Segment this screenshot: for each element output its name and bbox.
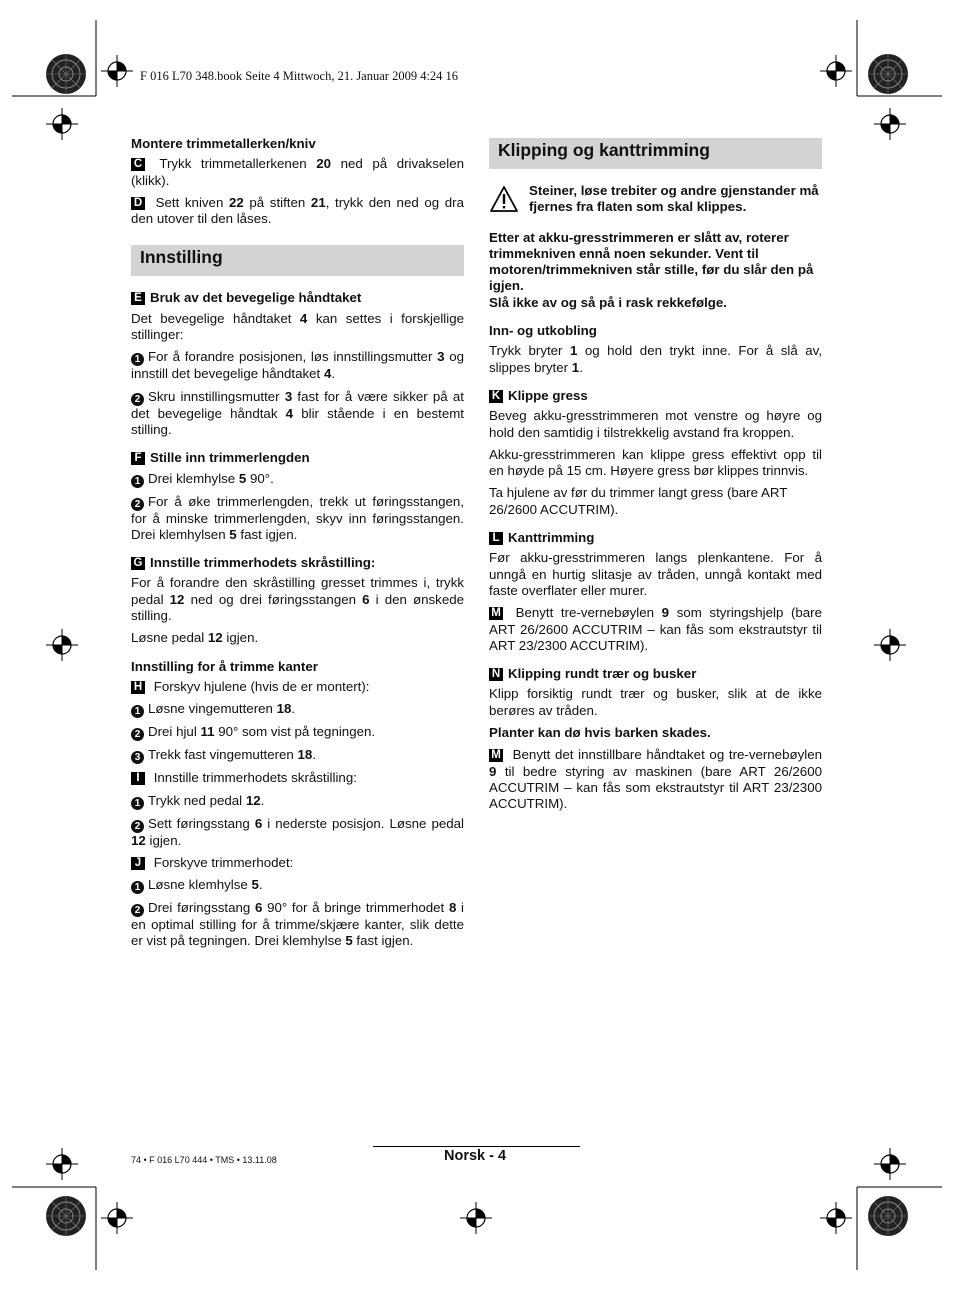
warning-block (489, 183, 822, 222)
para-e3: 2 Skru innstillingsmutter 3 fast for å være sikker på at det bevegelige håndtak 4 blir stående i en bestemt stilling. (131, 388, 464, 437)
step-number-icon: 1 (131, 705, 144, 718)
para-inn: Trykk bryter 1 og hold den trykt inne. For å slå av, slippes bryter 1. (489, 343, 822, 375)
heading-f: F Stille inn trimmerlengden (131, 450, 464, 466)
figure-tag: E (131, 292, 145, 305)
figure-tag: L (489, 532, 503, 545)
section-klipping: Klipping og kanttrimming (489, 138, 822, 169)
para-m2: M Benytt det innstillbare håndtaket og tre-vernebøylen 9 til bedre styring av maskinen (bare ART 26/2600 ACCUTRIM – kan fås som ekstrautstyr til ART 23/2300 ACCUTRIM). (489, 747, 822, 812)
heading-l: L Kanttrimming (489, 530, 822, 546)
figure-tag: F (131, 452, 145, 465)
para-k3: Ta hjulene av før du trimmer langt gress (bare ART 26/2600 ACCUTRIM). (489, 485, 788, 517)
heading-g: G Innstille trimmerhodets skråstilling: (131, 555, 464, 571)
print-header: F 016 L70 348.book Seite 4 Mittwoch, 21. Januar 2009 4:24 16 (140, 69, 459, 83)
figure-tag: M (489, 749, 503, 762)
para-j: J Forskyve trimmerhodet: (131, 855, 464, 871)
figure-tag: K (489, 390, 503, 403)
heading-inn-ut: Inn- og utkobling (489, 323, 597, 339)
figure-tag: M (489, 607, 503, 620)
para-d: D Sett kniven 22 på stiften 21, trykk den ned og dra den utover til den låses. (131, 194, 464, 227)
step-number-icon: 1 (131, 353, 144, 366)
warning-triangle-icon (489, 185, 519, 213)
left-column (131, 133, 464, 956)
para-c: C Trykk trimmetallerkenen 20 ned på drivakselen (klikk). (131, 156, 464, 188)
step-number-icon: 1 (131, 881, 144, 894)
warning-rotating: Etter at akku-gresstrimmeren er slått av, roterer trimmekniven ennå noen sekunder. Vent til motoren/trimmekniven står stille, før du slår den på igjen. (489, 229, 814, 294)
warning-switch: Slå ikke av og så på i rask rekkefølge. (489, 294, 728, 310)
para-i2: 2 Sett føringsstang 6 i nederste posisjon. Løsne pedal 12 igjen. (131, 815, 464, 848)
step-number-icon: 3 (131, 751, 144, 764)
footer-rule (373, 1146, 580, 1147)
para-n1: Klipp forsiktig rundt trær og busker, slik at de ikke berøres av tråden. (489, 686, 822, 718)
heading-e: E Bruk av det bevegelige håndtaket (131, 290, 464, 306)
step-number-icon: 2 (131, 728, 144, 741)
figure-tag: G (131, 557, 145, 570)
figure-tag: C (131, 158, 145, 171)
warning-text: Steiner, løse trebiter og andre gjenstander må fjernes fra flaten som skal klippes. (529, 183, 819, 215)
step-number-icon: 2 (131, 820, 144, 833)
section-innstilling: Innstilling (131, 245, 464, 276)
figure-tag: J (131, 857, 145, 870)
para-j1: 1 Løsne klemhylse 5. (131, 877, 464, 894)
footer-page-label: Norsk - 4 (444, 1148, 507, 1164)
step-number-icon: 1 (131, 797, 144, 810)
step-number-icon: 2 (131, 498, 144, 511)
figure-tag: I (131, 772, 145, 785)
para-h1: 1 Løsne vingemutteren 18. (131, 701, 464, 718)
figure-tag: N (489, 668, 503, 681)
para-l1: Før akku-gresstrimmeren langs plenkantene. For å unngå en hurtig slitasje av tråden, unngå kontakt med faste overflater eller murer. (489, 550, 822, 598)
step-number-icon: 2 (131, 393, 144, 406)
para-i1: 1 Trykk ned pedal 12. (131, 793, 464, 810)
para-e1: Det bevegelige håndtaket 4 kan settes i forskjellige stillinger: (131, 310, 464, 343)
para-f2: 2 For å øke trimmerlengden, trekk ut føringsstangen, for å minske trimmerlengden, skyv inn føringsstangen. Drei klemhylsen 5 fast igjen. (131, 493, 464, 542)
para-h2: 2 Drei hjul 11 90° som vist på tegningen. (131, 724, 464, 741)
heading-n: N Klipping rundt trær og busker (489, 666, 822, 682)
para-g2: Løsne pedal 12 igjen. (131, 630, 259, 646)
para-m1: M Benytt tre-vernebøylen 9 som styringshjelp (bare ART 26/2600 ACCUTRIM – kan fås som ekstrautstyr til ART 23/2300 ACCUTRIM). (489, 605, 822, 653)
heading-kanter: Innstilling for å trimme kanter (131, 658, 318, 674)
para-e2: 1 For å forandre posisjonen, løs innstillingsmutter 3 og innstill det bevegelige håndtaket 4. (131, 349, 464, 382)
step-number-icon: 1 (131, 475, 144, 488)
heading-k: K Klippe gress (489, 388, 822, 404)
para-i: I Innstille trimmerhodets skråstilling: (131, 770, 464, 786)
para-g1: For å forandre den skråstilling gresset trimmes i, trykk pedal 12 ned og drei føringsstangen 6 i den ønskede stilling. (131, 575, 465, 624)
heading-montere: Montere trimmetallerken/kniv (131, 136, 316, 151)
para-h3: 3 Trekk fast vingemutteren 18. (131, 747, 464, 764)
figure-tag: D (131, 197, 145, 210)
footer-doc-code: 74 • F 016 L70 444 • TMS • 13.11.08 (131, 1155, 277, 1165)
para-h: H Forskyv hjulene (hvis de er montert): (131, 679, 464, 695)
figure-tag: H (131, 681, 145, 694)
step-number-icon: 2 (131, 904, 144, 917)
para-k1: Beveg akku-gresstrimmeren mot venstre og høyre og hold den samtidig i tilstrekkelig avstand fra kroppen. (489, 408, 822, 440)
para-f1: 1 Drei klemhylse 5 90°. (131, 471, 464, 488)
para-j2: 2 Drei føringsstang 6 90° for å bringe trimmerhodet 8 i en optimal stilling for å trimme/skjære kanter, slik dette er vist på tegningen. Drei klemhylse 5 fast igjen. (131, 900, 465, 949)
right-column (489, 133, 822, 819)
para-n2: Planter kan dø hvis barken skades. (489, 725, 711, 741)
para-k2: Akku-gresstrimmeren kan klippe gress effektivt opp til en høyde på 15 cm. Høyere gress bør klippes trinnvis. (489, 446, 822, 479)
